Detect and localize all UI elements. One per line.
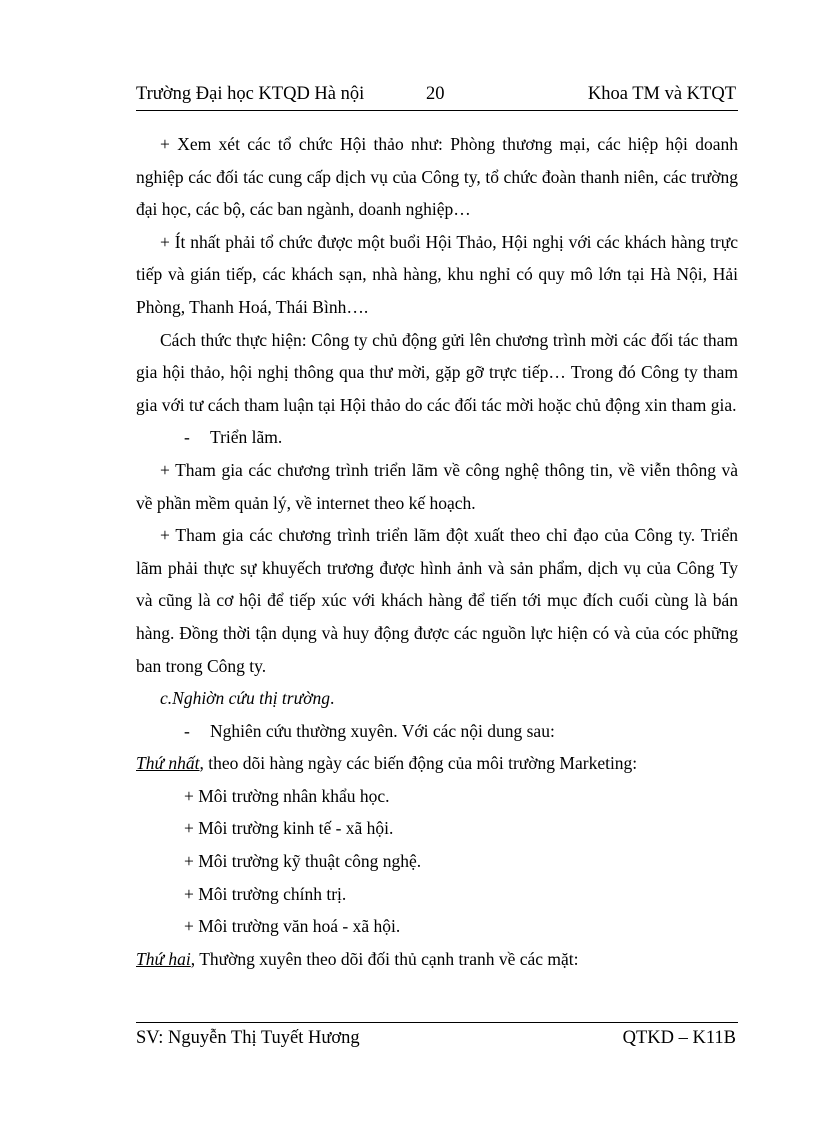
dash-bullet: - bbox=[184, 427, 190, 448]
paragraph-seminar-review: + Xem xét các tổ chức Hội thảo như: Phòng thương mại, các hiệp hội doanh nghiệp các đối tác cung cấp dịch vụ của Công ty, tổ chức đoàn thanh niên, các trường đại học, các bộ, các ban ngành, doanh nghiệp… bbox=[136, 134, 738, 220]
dash-item-research bbox=[136, 715, 738, 748]
paragraph-seminar-minimum: + Ít nhất phải tổ chức được một buổi Hội Thảo, Hội nghị với các khách hàng trực tiếp và gián tiếp, các khách sạn, nhà hàng, khu nghỉ có quy mô lớn tại Hà Nội, Hải Phòng, Thanh Hoá, Thái Bình…. bbox=[136, 231, 738, 317]
dash-item-exhibition bbox=[136, 421, 738, 454]
dash-bullet: - bbox=[184, 720, 190, 741]
first-point bbox=[136, 747, 738, 780]
section-heading-text: c.Nghiờn cứu thị trường bbox=[160, 688, 330, 709]
dash-item-exhibition-text: Triển lãm. bbox=[210, 427, 283, 448]
document-body bbox=[136, 128, 738, 975]
paragraph-exhibition-tech: + Tham gia các chương trình triển lãm về công nghệ thông tin, về viễn thông và về phần mềm quản lý, về internet theo kế hoạch. bbox=[136, 459, 738, 513]
page-header bbox=[136, 84, 738, 111]
section-heading-market-research bbox=[136, 682, 738, 715]
paragraph-exhibition-adhoc: + Tham gia các chương trình triển lãm đột xuất theo chỉ đạo của Công ty. Triển lãm phải thực sự khuyếch trương được hình ảnh và sản phẩm, dịch vụ của Công Ty và cũng là cơ hội để tiếp xúc với khách hàng để tiến tới mục đích cuối cùng là bán hàng. Đồng thời tận dụng và huy động được các nguồn lực hiện có và của cóc phững ban trong Công ty. bbox=[136, 525, 738, 676]
env-item: + Môi trường kỹ thuật công nghệ. bbox=[184, 851, 422, 872]
dash-item-research-text: Nghiên cứu thường xuyên. Với các nội dung sau: bbox=[210, 720, 555, 741]
env-item: + Môi trường chính trị. bbox=[184, 883, 347, 904]
second-point bbox=[136, 943, 738, 976]
first-label: Thứ nhất bbox=[136, 753, 200, 774]
section-heading-dot: . bbox=[329, 688, 335, 709]
header-faculty: Khoa TM và KTQT bbox=[587, 84, 736, 104]
env-item: + Môi trường nhân khẩu học. bbox=[184, 785, 390, 806]
header-school: Trường Đại học KTQD Hà nội bbox=[136, 84, 365, 104]
first-text: , theo dõi hàng ngày các biến động của môi trường Marketing: bbox=[199, 753, 638, 774]
second-text: , Thường xuyên theo dõi đối thủ cạnh tranh về các mặt: bbox=[190, 948, 579, 969]
second-label: Thứ hai bbox=[136, 948, 191, 969]
env-item: + Môi trường văn hoá - xã hội. bbox=[184, 916, 401, 937]
page-footer bbox=[136, 1022, 738, 1049]
header-page-number: 20 bbox=[426, 84, 445, 104]
paragraph-method: Cách thức thực hiện: Công ty chủ động gửi lên chương trình mời các đối tác tham gia hội thảo, hội nghị thông qua thư mời, gặp gỡ trực tiếp… Trong đó Công ty tham gia với tư cách tham luận tại Hội thảo do các đối tác mời hoặc chủ động xin tham gia. bbox=[136, 329, 738, 415]
footer-student: SV: Nguyễn Thị Tuyết Hương bbox=[136, 1028, 360, 1048]
env-item: + Môi trường kinh tế - xã hội. bbox=[184, 818, 394, 839]
footer-class: QTKD – K11B bbox=[622, 1028, 736, 1048]
